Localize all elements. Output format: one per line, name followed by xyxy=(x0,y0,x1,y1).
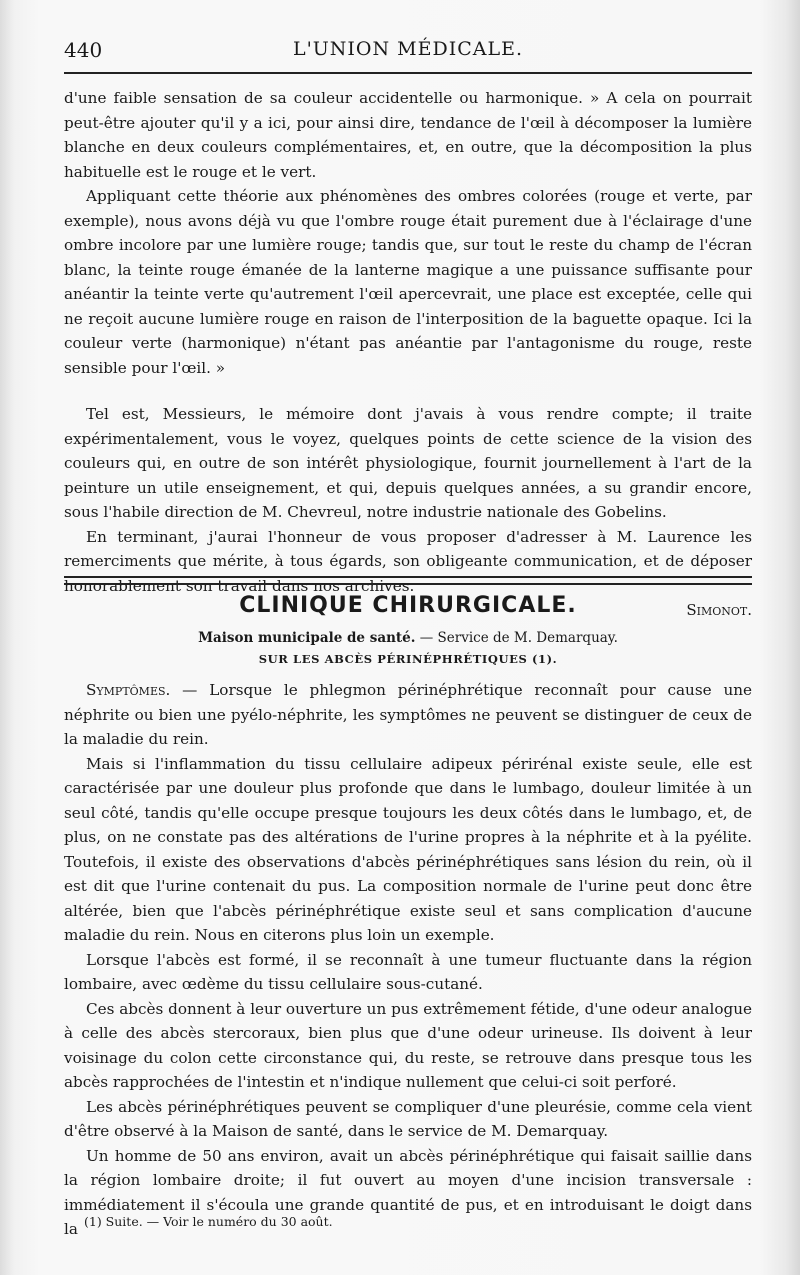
paragraph: d'une faible sensation de sa couleur accidentelle ou harmonique. » A cela on pourrait peut-être ajouter qu'il y a ici, pour ainsi dire, tendance de l'œil à décomposer la lumière blanche en deux couleurs complémentaires, et, en outre, que la décomposition la plus habituelle est le rouge et le vert. xyxy=(64,89,752,181)
paragraph: Les abcès périnéphrétiques peuvent se compliquer d'une pleurésie, comme cela vient d'être observé à la Maison de santé, dans le service de M. Demarquay. xyxy=(64,1097,752,1140)
running-header xyxy=(64,34,752,64)
paragraph: En terminant, j'aurai l'honneur de vous proposer d'adresser à M. Laurence les remerciments que mérite, à tous égards, son obligeante communication, et de déposer honorablement son travail dans nos archives. xyxy=(64,527,752,595)
paragraph: Symptômes. — Lorsque le phlegmon périnéphrétique reconnaît pour cause une néphrite ou bien une pyélo-néphrite, les symptômes ne peuvent se distinguer de ceux de la maladie du rein. xyxy=(64,681,752,748)
section-divider xyxy=(64,576,752,585)
paragraph: Un homme de 50 ans environ, avait un abcès périnéphrétique qui faisait saillie dans la région lombaire droite; il fut ouvert au moyen d'une incision transversale : immédiatement il s'écoula une grande quantité de pus, et en introduisant le doigt dans la xyxy=(64,1146,752,1238)
header-rule xyxy=(64,72,752,74)
section-title: CLINIQUE CHIRURGICALE. xyxy=(239,593,577,618)
paragraph: Mais si l'inflammation du tissu cellulaire adipeux périrénal existe seule, elle est caractérisée par une douleur plus profonde que dans le lumbago, douleur limitée à un seul côté, tandis qu'elle occupe presque toujours les deux côtés dans le lumbago, et, de plus, on ne constate pas des altérations de l'urine propres à la néphrite et à la pyélite. Toutefois, il existe des observations d'abcès périnéphrétiques sans lésion du rein, où il est dit que l'urine contenait du pus. La composition normale de l'urine peut donc être altérée, bien que l'abcès périnéphrétique existe seul et sans complication d'aucune maladie du rein. Nous en citerons plus loin un exemple. xyxy=(64,754,752,944)
clinic-section xyxy=(64,593,752,1242)
footnote: (1) Suite. — Voir le numéro du 30 août. xyxy=(84,1214,333,1229)
paragraph: Ces abcès donnent à leur ouverture un pus extrêmement fétide, d'une odeur analogue à celle des abcès stercoraux, bien plus que d'une odeur urineuse. Ils doivent à leur voisinage du colon cette circonstance qui, du reste, se retrouve dans presque tous les abcès rapprochées de l'intestin et n'indique nullement que celui-ci soit perforé. xyxy=(64,999,752,1091)
paragraph: Appliquant cette théorie aux phénomènes des ombres colorées (rouge et verte, par exemple), nous avons déjà vu que l'ombre rouge était purement due à l'éclairage d'une ombre incolore par une lumière rouge; tandis que, sur tout le reste du champ de l'écran blanc, la teinte rouge émanée de la lanterne magique a une puissance suffisante pour anéantir la teinte verte qu'autrement l'œil apercevrait, une place est exceptée, celle qui ne reçoit aucune lumière rouge en raison de l'interposition de la baguette opaque. Ici la couleur verte (harmonique) n'étant pas anéantie par l'antagonisme du rouge, reste sensible pour l'œil. » xyxy=(64,187,752,377)
journal-title: L'UNION MÉDICALE. xyxy=(292,38,524,60)
section-subtitle: Maison municipale de santé. — Service de M. Demarquay. xyxy=(198,630,618,646)
lead-label: Symptômes. xyxy=(86,681,171,699)
report-section xyxy=(64,86,752,622)
article-title: SUR LES ABCÈS PÉRINÉPHRÉTIQUES (1). xyxy=(258,652,558,666)
signature: Simonot. xyxy=(686,601,752,619)
page-number: 440 xyxy=(64,38,103,62)
paragraph: Tel est, Messieurs, le mémoire dont j'avais à vous rendre compte; il traite expérimentalement, vous le voyez, quelques points de cette science de la vision des couleurs qui, en outre de son intérêt physiologique, fournit journellement à l'art de la peinture un utile enseignement, et qui, depuis quelques années, a su grandir encore, sous l'habile direction de M. Chevreul, notre industrie nationale des Gobelins. xyxy=(64,405,752,521)
paragraph: Lorsque l'abcès est formé, il se reconnaît à une tumeur fluctuante dans la région lombaire, avec œdème du tissu cellulaire sous-cutané. xyxy=(64,950,752,993)
